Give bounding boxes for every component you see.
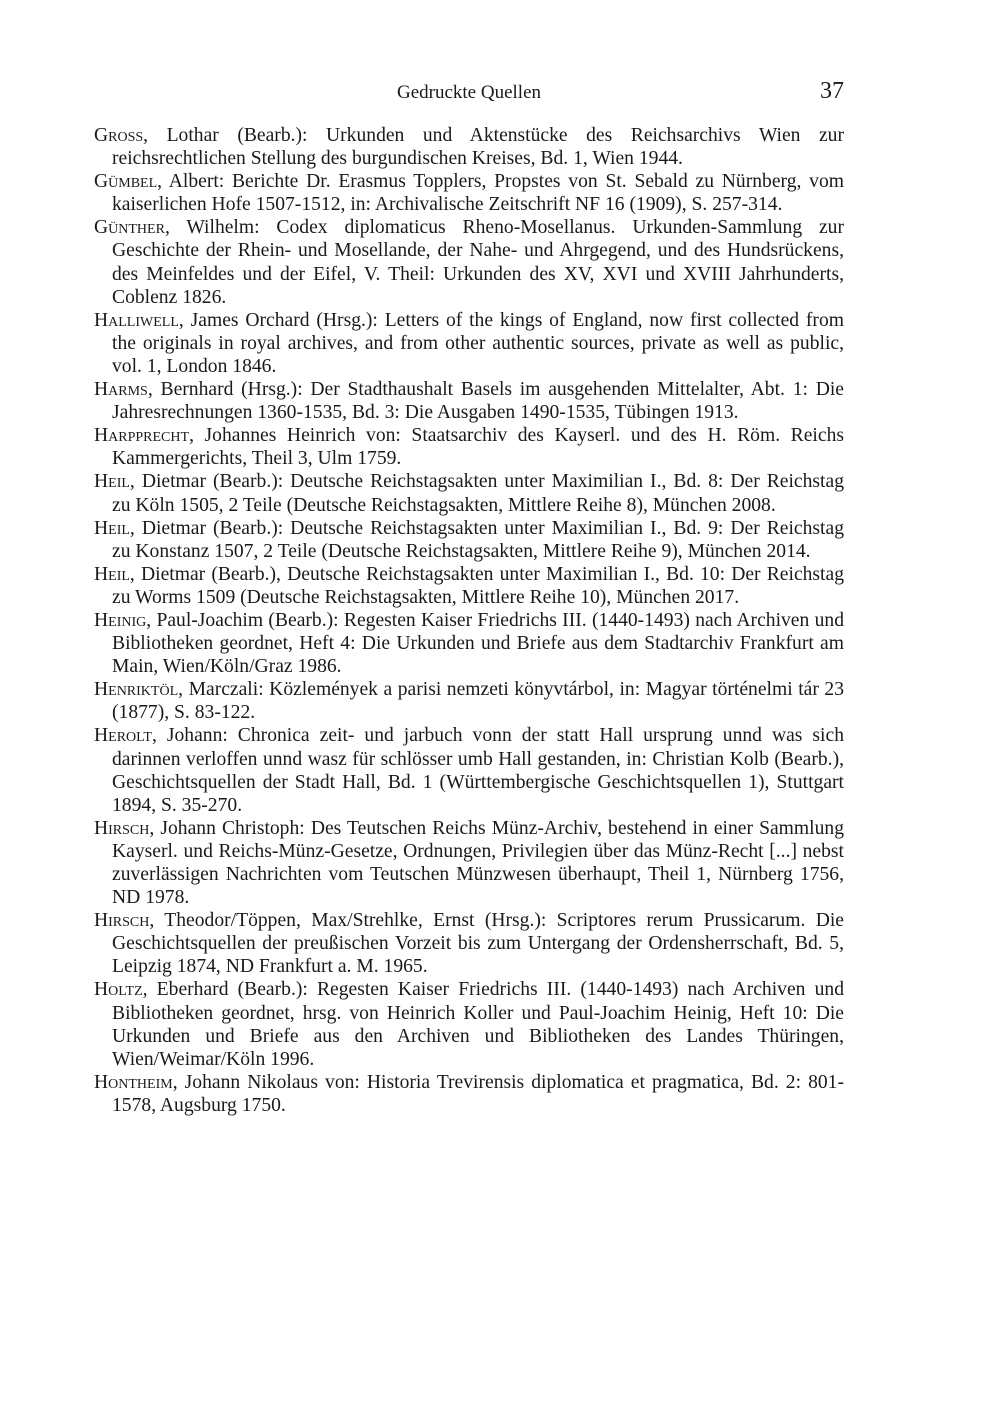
page-number: 37 bbox=[820, 78, 844, 104]
bibliography-entry-henriktoel bbox=[94, 678, 844, 724]
entry-text: , Johannes Heinrich von: Staatsarchiv des Kayserl. und des H. Röm. Reichs Kammergerichts, Theil 3, Ulm 1759. bbox=[112, 425, 844, 470]
entry-author: Hirsch bbox=[94, 910, 150, 932]
bibliography-entry-heil-8 bbox=[94, 470, 844, 516]
bibliography-entry-hirsch-johann bbox=[94, 817, 844, 909]
entry-text: , Johann: Chronica zeit- und jarbuch vonn der statt Hall ursprung unnd was sich darinnen verloffen unnd wasz für schlösser umb Hall gestanden, in: Christian Kolb (Bearb.), Geschichtsquellen der Stadt Hall, Bd. 1 (Württembergische Geschichtsquellen 1), Stuttgart 1894, S. 35-270. bbox=[112, 725, 844, 816]
entry-author: Heil bbox=[94, 563, 130, 585]
entry-text: , Johann Christoph: Des Teutschen Reichs Münz-Archiv, bestehend in einer Sammlung Kayserl. und Reichs-Münz-Gesetze, Ordnungen, Privilegien über das Münz-Recht [...] nebst zuverlässigen Nachrichten vom Teutschen Münzwesen überhaupt, Theil 1, Nürnberg 1756, ND 1978. bbox=[112, 817, 844, 909]
bibliography-entry-guenther bbox=[94, 216, 844, 308]
entry-author: Gross bbox=[94, 125, 144, 146]
bibliography-list bbox=[94, 124, 844, 1117]
entry-text: , Lothar (Bearb.): Urkunden und Aktenstücke des Reichsarchivs Wien zur reichsrechtlichen Stellung des burgundischen Kreises, Bd. 1, Wien 1944. bbox=[112, 125, 844, 170]
entry-text: , Dietmar (Bearb.), Deutsche Reichstagsakten unter Maximilian I., Bd. 10: Der Reichstag zu Worms 1509 (Deutsche Reichstagsakten, Mittlere Reihe 10), München 2017. bbox=[112, 563, 844, 608]
bibliography-entry-hirsch-theodor bbox=[94, 909, 844, 978]
bibliography-entry-guembel bbox=[94, 170, 844, 216]
bibliography-entry-herolt bbox=[94, 724, 844, 816]
entry-text: , Dietmar (Bearb.): Deutsche Reichstagsakten unter Maximilian I., Bd. 9: Der Reichstag zu Konstanz 1507, 2 Teile (Deutsche Reichstagsakten, Mittlere Reihe 9), München 2014. bbox=[112, 517, 844, 562]
entry-author: Henriktöl bbox=[94, 679, 179, 701]
entry-text: , Eberhard (Bearb.): Regesten Kaiser Friedrichs III. (1440-1493) nach Archiven und Bibliotheken geordnet, hrsg. von Heinrich Koller und Paul-Joachim Heinig, Heft 10: Die Urkunden und Briefe aus den Archiven und Bibliotheken des Landes Thüringen, Wien/Weimar/Köln 1996. bbox=[112, 979, 844, 1070]
entry-text: , Theodor/Töppen, Max/Strehlke, Ernst (Hrsg.): Scriptores rerum Prussicarum. Die Geschichtsquellen der preußischen Vorzeit bis zum Untergang der Ordensherrschaft, Bd. 5, Leipzig 1874, ND Frankfurt a. M. 1965. bbox=[112, 910, 844, 978]
entry-author: Halliwell bbox=[94, 309, 179, 331]
entry-author: Heil bbox=[94, 517, 130, 539]
entry-text: , Marczali: Közlemények a parisi nemzeti könyvtárbol, in: Magyar történelmi tár 23 (1877), S. 83-122. bbox=[112, 679, 844, 724]
bibliography-entry-halliwell bbox=[94, 309, 844, 378]
bibliography-entry-hontheim bbox=[94, 1071, 844, 1117]
entry-author: Hirsch bbox=[94, 817, 150, 839]
entry-text: , Wilhelm: Codex diplomaticus Rheno-Mosellanus. Urkunden-Sammlung zur Geschichte der Rhein- und Mosellande, der Nahe- und Ahrgegend, und des Hundsrückens, des Meinfeldes und der Eifel, V. Theil: Urkunden des XV, XVI und XVIII Jahrhunderts, Coblenz 1826. bbox=[112, 217, 844, 308]
entry-text: , James Orchard (Hrsg.): Letters of the kings of England, now first collected from the originals in royal archives, and from other authentic sources, private as well as public, vol. 1, London 1846. bbox=[112, 309, 844, 377]
entry-text: , Dietmar (Bearb.): Deutsche Reichstagsakten unter Maximilian I., Bd. 8: Der Reichstag zu Köln 1505, 2 Teile (Deutsche Reichstagsakten, Mittlere Reihe 8), München 2008. bbox=[112, 471, 844, 516]
bibliography-entry-heil-10 bbox=[94, 563, 844, 609]
entry-author: Harpprecht bbox=[94, 425, 190, 447]
running-title: Gedruckte Quellen bbox=[396, 82, 542, 103]
bibliography-entry-harpprecht bbox=[94, 424, 844, 470]
bibliography-entry-harms bbox=[94, 378, 844, 424]
bibliography-entry-gross bbox=[94, 124, 844, 170]
entry-author: Gümbel bbox=[94, 171, 158, 193]
entry-author: Harms bbox=[94, 379, 148, 401]
entry-author: Hontheim bbox=[94, 1071, 173, 1093]
bibliography-entry-holtz bbox=[94, 978, 844, 1070]
bibliography-entry-heinig bbox=[94, 609, 844, 678]
entry-author: Günther bbox=[94, 217, 165, 239]
entry-author: Heinig bbox=[94, 609, 147, 631]
entry-author: Heil bbox=[94, 471, 130, 493]
entry-text: , Johann Nikolaus von: Historia Trevirensis diplomatica et pragmatica, Bd. 2: 801-1578, Augsburg 1750. bbox=[112, 1071, 844, 1116]
entry-author: Holtz bbox=[94, 979, 143, 1001]
bibliography-entry-heil-9 bbox=[94, 517, 844, 563]
entry-author: Herolt bbox=[94, 725, 152, 747]
entry-text: , Bernhard (Hrsg.): Der Stadthaushalt Basels im ausgehenden Mittelalter, Abt. 1: Die Jahresrechnungen 1360-1535, Bd. 3: Die Ausgaben 1490-1535, Tübingen 1913. bbox=[112, 379, 844, 424]
entry-text: , Albert: Berichte Dr. Erasmus Topplers, Propstes von St. Sebald zu Nürnberg, vom kaiserlichen Hofe 1507-1512, in: Archivalische Zeitschrift NF 16 (1909), S. 257-314. bbox=[112, 171, 844, 216]
running-header bbox=[94, 80, 844, 108]
entry-text: , Paul-Joachim (Bearb.): Regesten Kaiser Friedrichs III. (1440-1493) nach Archiven und Bibliotheken geordnet, Heft 4: Die Urkunden und Briefe aus dem Stadtarchiv Frankfurt am Main, Wien/Köln/Graz 1986. bbox=[112, 609, 844, 678]
